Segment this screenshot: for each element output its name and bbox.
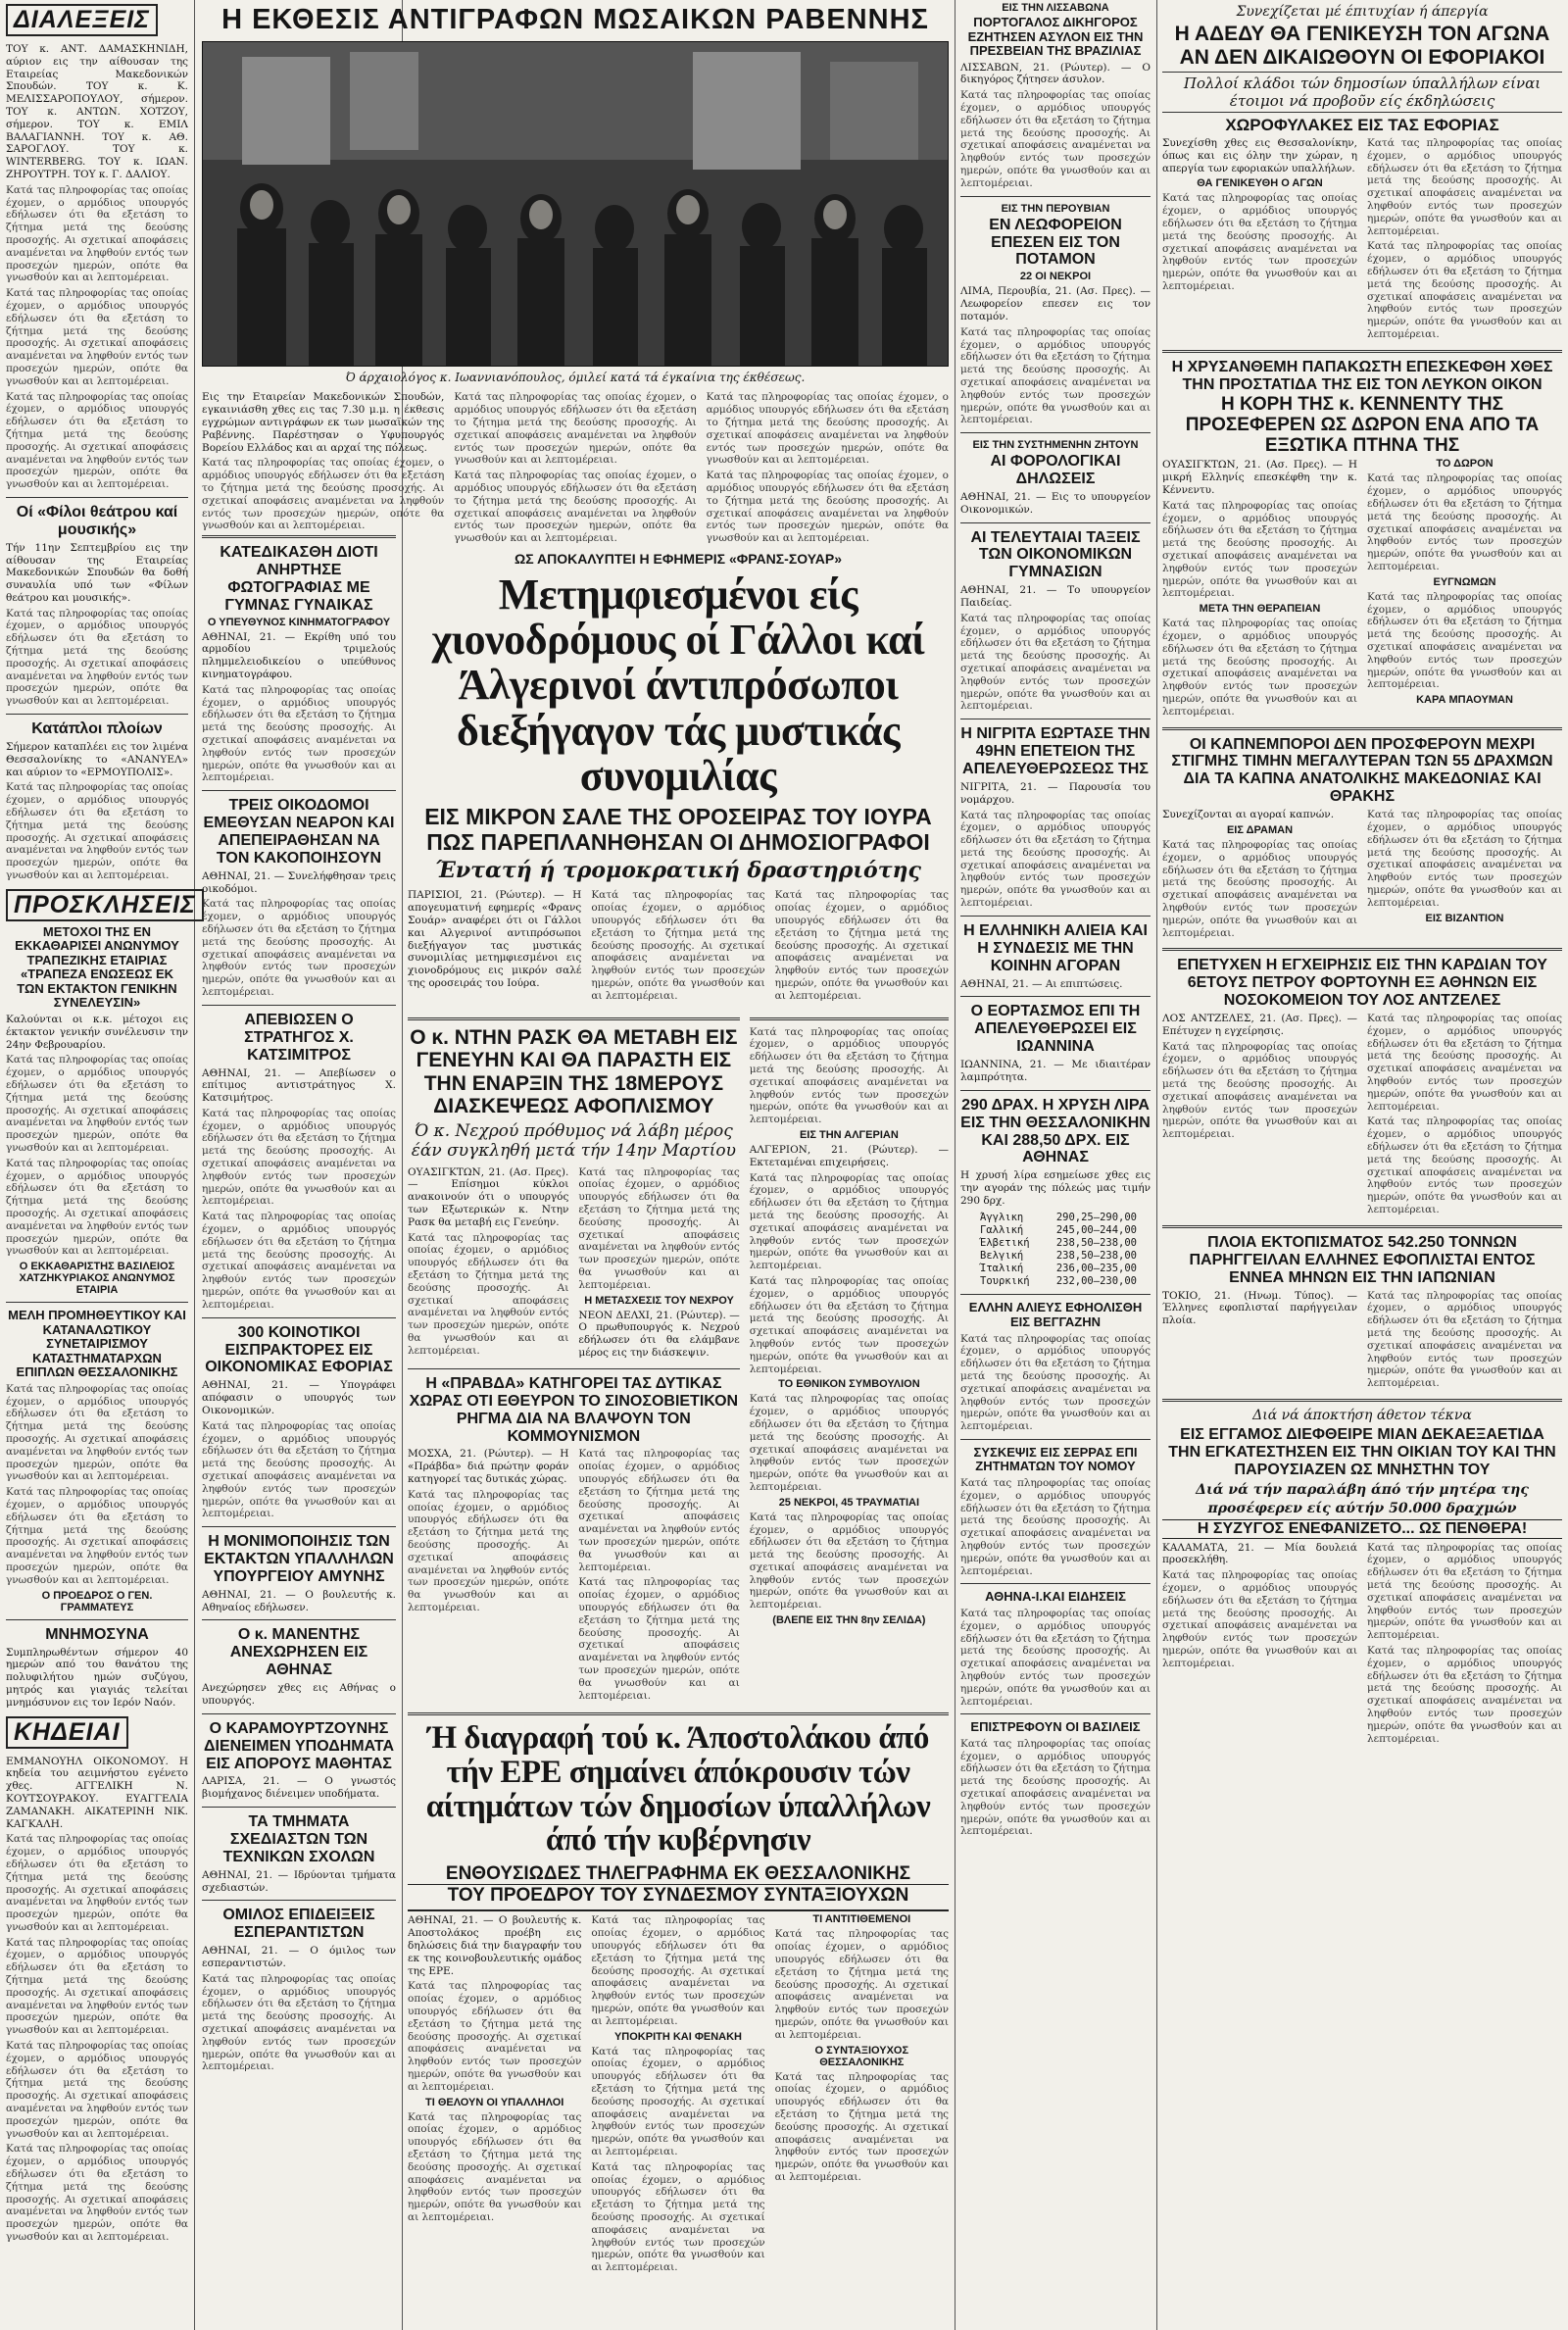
column-right [1162,0,1562,2330]
filler-text: Κατά τας πληροφορίας τας οποίας έχομεν, ο αρμόδιος υπουργός εδήλωσεν ότι θα εξετάση το ζήτημα μετά της δεούσης προσοχής. Αι σχετικαί αποφάσεις αναμένεται να ληφθούν εντός των προσεχών ημερών, οπότε θα γνωσθούν και αι λεπτομέρειαι. [6,287,188,387]
divider [1162,350,1562,353]
filler-text: Κατά τας πληροφορίας τας οποίας έχομεν, ο αρμόδιος υπουργός εδήλωσεν ότι θα εξετάση το ζήτημα μετά της δεούσης προσοχής. Αι σχετικαί αποφάσεις αναμένεται να ληφθούν εντός των προσεχών ημερών, οπότε θα γνωσθούν και αι λεπτομέρειαι. [1367,472,1562,572]
lisbon-kicker: ΕΙΣ ΤΗΝ ΛΙΣΣΑΒΩΝΑ [1002,2,1109,14]
eispraktores-headline: 300 ΚΟΙΝΟΤΙΚΟΙ ΕΙΣΠΡΑΚΤΟΡΕΣ ΕΙΣ ΟΙΚΟΝΟΜΙΚΑΣ ΕΦΟΡΙΑΣ [205,1323,393,1376]
kennedy-headline: Η ΚΟΡΗ ΤΗΣ κ. ΚΕΝΝΕΝΤΥ ΤΗΣ ΠΡΟΣΕΦΕΡΕΝ ΩΣ ΔΩΡΟΝ ΕΝΑ ΑΠΟ ΤΑ ΕΞΩΤΙΚΑ ΠΤΗΝΑ ΤΗΣ [1185,393,1540,457]
rusk-sub: Ό κ. Νεχρού πρόθυμος νά λάβη μέρος έάν συγκληθή μετά τήν 14ην Μαρτίου [411,1120,736,1161]
column-5 [960,0,1151,2330]
filler-text: Κατά τας πληροφορίας τας οποίας έχομεν, ο αρμόδιος υπουργός εδήλωσεν ότι θα εξετάση το ζήτημα μετά της δεούσης προσοχής. Αι σχετικαί αποφάσεις αναμένεται να ληφθούν εντός των προσεχών ημερών, οπότε θα γνωσθούν και αι λεπτομέρειαι. [6,1157,188,1258]
eispraktores-text: ΑΘΗΝΑΙ, 21. — Υπογράφει απόφασιν ο υπουργός των Οικονομικών. [202,1379,396,1416]
apebiosen-text: ΑΘΗΝΑΙ, 21. — Απεβίωσεν ο επίτιμος αντιστράτηγος Χ. Κατσιμήτρος. [202,1066,396,1105]
divider [960,1713,1151,1714]
peru-kicker: ΕΙΣ ΤΗΝ ΠΕΡΟΥΒΙΑΝ [1001,202,1110,215]
divider [6,1302,188,1303]
peru-text: ΛΙΜΑ, Περουβία, 21. (Ασ. Πρες). — Λεωφορείον επεσεν εις τον ποταμόν. [960,285,1151,322]
fortounis-text-columns [1162,1010,1562,1219]
exhibition-text-columns [202,388,949,548]
divider [750,1017,949,1020]
filler-text: Κατά τας πληροφορίας τας οποίας έχομεν, ο αρμόδιος υπουργός εδήλωσεν ότι θα εξετάση το ζήτημα μετά της δεούσης προσοχής. Αι σχετικαί αποφάσεις αναμένεται να ληφθούν εντός των προσεχών ημερών, οπότε θα γνωσθούν και αι λεπτομέρειαι. [1162,1040,1357,1141]
kennedy-text: ΟΥΑΣΙΓΚΤΩΝ, 21. (Ασ. Πρες). — Η μικρή Ελληνίς επεσκέφθη την κ. Κέννεντυ. [1162,459,1357,497]
fortounis-text: ΛΟΣ ΑΝΤΖΕΛΕΣ, 21. (Ασ. Πρες). — Επέτυχεν η εγχείρησις. [1162,1013,1357,1037]
filler-text: Κατά τας πληροφορίας τας οποίας έχομεν, ο αρμόδιος υπουργός εδήλωσεν ότι θα εξετάση το ζήτημα μετά της δεούσης προσοχής. Αι σχετικαί αποφάσεις αναμένεται να ληφθούν εντός των προσεχών ημερών, οπότε θα γνωσθούν και αι λεπτομέρειαι. [1367,809,1562,909]
divider [202,1005,396,1006]
filler-text: Κατά τας πληροφορίας τας οποίας έχομεν, ο αρμόδιος υπουργός εδήλωσεν ότι θα εξετάση το ζήτημα μετά της δεούσης προσοχής. Αι σχετικαί αποφάσεις αναμένεται να ληφθούν εντός των προσεχών ημερών, οπότε θα γνωσθούν και αι λεπτομέρειαι. [1367,137,1562,237]
vasileis-headline: ΕΠΙΣΤΡΕΦΟΥΝ ΟΙ ΒΑΣΙΛΕΙΣ [970,1719,1141,1735]
adedy-sub: Πολλοί κλάδοι τών δημοσίων ύπαλλήλων είναι έτοιμοι νά προβοῦν είς έκδηλώσεις [1162,72,1562,113]
filler-text: Κατά τας πληροφορίας τας οποίας έχομεν, ο αρμόδιος υπουργός εδήλωσεν ότι θα εξετάση το ζήτημα μετά της δεούσης προσοχής. Αι σχετικαί αποφάσεις αναμένεται να ληφθούν εντός των προσεχών ημερών, οπότε θα γνωσθούν και αι λεπτομέρειαι. [202,898,396,998]
filler-text: Κατά τας πληροφορίας τας οποίας έχομεν, ο αρμόδιος υπουργός εδήλωσεν ότι θα εξετάση το ζήτημα μετά της δεούσης προσοχής. Αι σχετικαί αποφάσεις αναμένεται να ληφθούν εντός των προσεχών ημερών, οπότε θα γνωσθούν και αι λεπτομέρειαι. [706,470,949,545]
divider [960,1090,1151,1091]
filler-text: Κατά τας πληροφορίας τας οποίας έχομεν, ο αρμόδιος υπουργός εδήλωσεν ότι θα εξετάση το ζήτημα μετά της δεούσης προσοχής. Αι σχετικαί αποφάσεις αναμένεται να ληφθούν εντός των προσεχών ημερών, οπότε θα γνωσθούν και αι λεπτομέρειαι. [202,1972,396,2073]
tunis-sub: 25 ΝΕΚΡΟΙ, 45 ΤΡΑΥΜΑΤΙΑΙ [778,1496,920,1509]
rate-row: Γαλλική 245,00—244,00 [980,1223,1137,1236]
agon-kicker: ΘΑ ΓΕΝΙΚΕΥΘΗ Ο ΑΓΩΝ [1197,177,1323,190]
lisbon-text: ΛΙΣΣΑΒΩΝ, 21. (Ρώυτερ). — Ο δικηγόρος ζήτησεν άσυλον. [960,61,1151,86]
signature: ΚΑΡΑ ΜΠΑΟΥΜΑΝ [1416,694,1513,707]
filler-text: Κατά τας πληροφορίας τας οποίας έχομεν, ο αρμόδιος υπουργός εδήλωσεν ότι θα εξετάση το ζήτημα μετά της δεούσης προσοχής. Αι σχετικαί αποφάσεις αναμένεται να ληφθούν εντός των προσεχών ημερών, οπότε θα γνωσθούν και αι λεπτομέρειαι. [774,2070,949,2184]
kapnemporoi-text-columns [1162,806,1562,942]
apostolakos-text-columns [408,1911,949,2277]
filler-text: Κατά τας πληροφορίας τας οποίας έχομεν, ο αρμόδιος υπουργός εδήλωσεν ότι θα εξετάση το ζήτημα μετά της δεούσης προσοχής. Αι σχετικαί αποφάσεις αναμένεται να ληφθούν εντός των προσεχών ημερών, οπότε θα γνωσθούν και αι λεπτομέρειαι. [1367,590,1562,691]
lisbon-headline: ΠΟΡΤΟΓΑΛΟΣ ΔΙΚΗΓΟΡΟΣ ΕΖΗΤΗΣΕΝ ΑΣΥΛΟΝ ΕΙΣ ΤΗΝ ΠΡΕΣΒΕΙΑΝ ΤΗΣ ΒΡΑΖΙΛΙΑΣ [967,15,1144,59]
filler-text: Κατά τας πληροφορίας τας οποίας έχομεν, ο αρμόδιος υπουργός εδήλωσεν ότι θα εξετάση το ζήτημα μετά της δεούσης προσοχής. Αι σχετικαί αποφάσεις αναμένεται να ληφθούν εντός των προσεχών ημερών, οπότε θα γνωσθούν και αι λεπτομέρειαι. [1162,838,1357,939]
divider [202,1900,396,1901]
filler-text: Κατά τας πληροφορίας τας οποίας έχομεν, ο αρμόδιος υπουργός εδήλωσεν ότι θα εξετάση το ζήτημα μετά της δεούσης προσοχής. Αι σχετικαί αποφάσεις αναμένεται να ληφθούν εντός των προσεχών ημερών, οπότε θα γνωσθούν και αι λεπτομέρειαι. [1367,1541,1562,1642]
divider [6,497,188,498]
ploia-text-columns [1162,1287,1562,1393]
divider [202,790,396,791]
proskliseis-signature: Ο ΕΚΚΑΘΑΡΙΣΤΗΣ ΒΑΣΙΛΕΙΟΣ ΧΑΤΖΗΚΥΡΙΑΚΟΣ ΑΝΩΝΥΜΟΣ ΕΤΑΙΡΙΑ [19,1261,175,1297]
france-soir-sub3: Έντατή ή τρομοκρατική δραστηριότης [435,858,921,884]
filler-text: Κατά τας πληροφορίας τας οποίας έχομεν, ο αρμόδιος υπουργός εδήλωσεν ότι θα εξετάση το ζήτημα μετά της δεούσης προσοχής. Αι σχετικαί αποφάσεις αναμένεται να ληφθούν εντός των προσεχών ημερών, οπότε θα γνωσθούν και αι λεπτομέρειαι. [6,1936,188,2037]
filler-text: Κατά τας πληροφορίας τας οποίας έχομεν, ο αρμόδιος υπουργός εδήλωσεν ότι θα εξετάση το ζήτημα μετά της δεούσης προσοχής. Αι σχετικαί αποφάσεις αναμένεται να ληφθούν εντός των προσεχών ημερών, οπότε θα γνωσθούν και αι λεπτομέρειαι. [1162,499,1357,600]
lira-text: Η χρυσή λίρα εσημείωσε χθες εις την αγοράν της πόλεώς μας τιμήν 290 δρχ. [960,1169,1151,1207]
kapnemporoi-headline: ΟΙ ΚΑΠΝΕΜΠΟΡΟΙ ΔΕΝ ΠΡΟΣΦΕΡΟΥΝ ΜΕΧΡΙ ΣΤΙΓΜΗΣ ΤΙΜΗΝ ΜΕΓΑΛΥΤΕΡΑΝ ΤΩΝ 55 ΔΡΑΧΜΩΝ ΔΙΑ ΤΑ ΚΑΠΝΑ ΑΝΑΤΟΛΙΚΗΣ ΜΑΚΕΔΟΝΙΑΣ ΚΑΙ ΘΡΑΚΗΣ [1171,735,1553,806]
katapli-headline: Κατάπλοι πλοίων [31,720,163,738]
filler-text: Κατά τας πληροφορίας τας οποίας έχομεν, ο αρμόδιος υπουργός εδήλωσεν ότι θα εξετάση το ζήτημα μετά της δεούσης προσοχής. Αι σχετικαί αποφάσεις αναμένεται να ληφθούν εντός των προσεχών ημερών, οπότε θα γνωσθούν και αι λεπτομέρειαι. [774,889,949,1002]
adedy-headline: Η ΑΔΕΔΥ ΘΑ ΓΕΝΙΚΕΥΣΗ ΤΟΝ ΑΓΩΝΑ ΑΝ ΔΕΝ ΔΙΚΑΙΩΘΟΥΝ ΟΙ ΕΦΟΡΙΑΚΟΙ [1174,23,1550,69]
divider [6,714,188,715]
apostolakos-sub2: ΤΟΥ ΠΡΟΕΔΡΟΥ ΤΟΥ ΣΥΝΔΕΣΜΟΥ ΣΥΝΤΑΞΙΟΥΧΩΝ [408,1885,949,1911]
filler-text: Κατά τας πληροφορίας τας οποίας έχομεν, ο αρμόδιος υπουργός εδήλωσεν ότι θα εξετάση το ζήτημα μετά της δεούσης προσοχής. Αι σχετικαί αποφάσεις αναμένεται να ληφθούν εντός των προσεχών ημερών, οπότε θα γνωσθούν και αι λεπτομέρειαι. [706,391,949,467]
filler-text: Κατά τας πληροφορίας τας οποίας έχομεν, ο αρμόδιος υπουργός εδήλωσεν ότι θα εξετάση το ζήτημα μετά της δεούσης προσοχής. Αι σχετικαί αποφάσεις αναμένεται να ληφθούν εντός των προσεχών ημερών, οπότε θα γνωσθούν και αι λεπτομέρειαι. [960,1477,1151,1577]
katapli-text: Σήμερον καταπλέει εις τον λιμένα Θεσσαλονίκης το «ΑΝΑΝΥΕΛ» και αύριον το «ΕΡΜΟΥΠΟΛΙΣ». [6,740,188,778]
filler-text: Κατά τας πληροφορίας τας οποίας έχομεν, ο αρμόδιος υπουργός εδήλωσεν ότι θα εξετάση το ζήτημα μετά της δεούσης προσοχής. Αι σχετικαί αποφάσεις αναμένεται να ληφθούν εντός των προσεχών ημερών, οπότε θα γνωσθούν και αι λεπτομέρειαι. [960,1737,1151,1838]
doro-kicker: ΤΟ ΔΩΡΟΝ [1436,458,1494,471]
rate-row: Άγγλικη 290,25—290,00 [980,1211,1137,1223]
filoi-text: Τήν 11ην Σεπτεμβρίου εις την αίθουσαν της Εταιρείας Μακεδονικών Σπουδών θα δοθή συναυλία υπό των «Φίλων θεάτρου και μουσικής». [6,541,188,604]
chrysanthemi-headline: Η ΧΡΥΣΑΝΘΕΜΗ ΠΑΠΑΚΩΣΤΗ ΕΠΕΣΚΕΦΘΗ ΧΘΕΣ ΤΗΝ ΠΡΟΣΤΑΤΙΔΑ ΤΗΣ ΕΙΣ ΤΟΝ ΛΕΥΚΟΝ ΟΙΚΟΝ [1171,358,1553,393]
divider [1162,1399,1562,1402]
lira-headline: 290 ΔΡΑΧ. Η ΧΡΥΣΗ ΛΙΡΑ ΕΙΣ ΤΗΝ ΘΕΣΣΑΛΟΝΙΚΗΝ ΚΑΙ 288,50 ΔΡΧ. ΕΙΣ ΑΘΗΝΑΣ [960,1096,1151,1166]
manentis-headline: Ο κ. ΜΑΝΕΝΤΗΣ ΑΝΕΧΩΡΗΣΕΝ ΕΙΣ ΑΘΗΝΑΣ [229,1626,368,1679]
tunis-kicker: ΤΟ ΕΘΝΙΚΟΝ ΣΥΜΒΟΥΛΙΟΝ [778,1378,920,1391]
filler-text: Κατά τας πληροφορίας τας οποίας έχομεν, ο αρμόδιος υπουργός εδήλωσεν ότι θα εξετάση το ζήτημα μετά της δεούσης προσοχής. Αι σχετικαί αποφάσεις αναμένεται να ληφθούν εντός των προσεχών ημερών, οπότε θα γνωσθούν και αι λεπτομέρειαι. [1162,192,1357,293]
filler-text: Κατά τας πληροφορίας τας οποίας έχομεν, ο αρμόδιος υπουργός εδήλωσεν ότι θα εξετάση το ζήτημα μετά της δεούσης προσοχής. Αι σχετικαί αποφάσεις αναμένεται να ληφθούν εντός των προσεχών ημερών, οπότε θα γνωσθούν και αι λεπτομέρειαι. [749,1393,949,1493]
filler-text: Κατά τας πληροφορίας τας οποίας έχομεν, ο αρμόδιος υπουργός εδήλωσεν ότι θα εξετάση το ζήτημα μετά της δεούσης προσοχής. Αι σχετικαί αποφάσεις αναμένεται να ληφθούν εντός των προσεχών ημερών, οπότε θα γνωσθούν και αι λεπτομέρειαι. [591,1914,765,2027]
algeria-text: ΑΛΓΕΡΙΟΝ, 21. (Ρώυτερ). — Εκτεταμέναι επιχειρήσεις. [749,1143,949,1168]
exhibition-text: Εις την Εταιρείαν Μακεδονικών Σπουδών, εγκαινιάσθη χθες εις τας 7.30 μ.μ. η έκθεσις εγχρώμων αντιγράφων εκ των μωσαϊκών της Ραβέννης. Παρέστησαν ο Υφυπουργός Βορείου Ελλάδος και αι αρχαί της πόλεως. [202,391,445,454]
eortasmos-text: ΙΩΑΝΝΙΝΑ, 21. — Με ιδιαιτέραν λαμπρότητα. [960,1059,1151,1083]
kennedy-text-columns [1162,456,1562,720]
teleftaiai-headline: ΑΙ ΤΕΛΕΥΤΑΙΑΙ ΤΑΞΕΙΣ ΤΩΝ ΟΙΚΟΝΟΜΙΚΩΝ ΓΥΜΝΑΣΙΩΝ [970,528,1141,581]
nigrita-text: ΝΙΓΡΙΤΑ, 21. — Παρουσία του νομάρχου. [960,780,1151,806]
gamos-text: ΚΑΛΑΜΑΤΑ, 21. — Μία δουλειά προσεκλήθη. [1162,1541,1357,1566]
rusk-text-columns [408,1164,740,1363]
kapnemporoi-text: Συνεχίζονται αι αγοραί καπνών. [1162,809,1335,821]
filler-text: Κατά τας πληροφορίας τας οποίας έχομεν, ο αρμόδιος υπουργός εδήλωσεν ότι θα εξετάση το ζήτημα μετά της δεούσης προσοχής. Αι σχετικαί αποφάσεις αναμένεται να ληφθούν εντός των προσεχών ημερών, οπότε θα γνωσθούν και αι λεπτομέρειαι. [202,1107,396,1208]
column-left [6,0,196,2330]
filler-text: Κατά τας πληροφορίας τας οποίας έχομεν, ο αρμόδιος υπουργός εδήλωσεν ότι θα εξετάση το ζήτημα μετά της δεούσης προσοχής. Αι σχετικαί αποφάσεις αναμένεται να ληφθούν εντός των προσεχών ημερών, οπότε θα γνωσθούν και αι λεπτομέρειαι. [960,89,1151,189]
rusk-text: ΟΥΑΣΙΓΚΤΩΝ, 21. (Ασ. Πρες). — Επίσημοι κύκλοι ανακοινούν ότι ο υπουργός των Εξωτερικών κ. Ντην Ρασκ θα μεταβή εις Γενεύην. [408,1165,569,1228]
filler-text: Κατά τας πληροφορίας τας οποίας έχομεν, ο αρμόδιος υπουργός εδήλωσεν ότι θα εξετάση το ζήτημα μετά της δεούσης προσοχής. Αι σχετικαί αποφάσεις αναμένεται να ληφθούν εντός των προσεχών ημερών, οπότε θα γνωσθούν και αι λεπτομέρειαι. [202,683,396,784]
france-soir-headline: Μετημφιεσμένοι είς χιονοδρόμους οί Γάλλοι καί Άλγερινοί άντιπρόσωποι διεξήγαγον τάς μυστικάς συνομιλίας [431,570,925,800]
esperanto-text: ΑΘΗΝΑΙ, 21. — Ο όμιλος των εσπεραντιστών. [202,1945,396,1969]
filler-text: Κατά τας πληροφορίας τας οποίας έχομεν, ο αρμόδιος υπουργός εδήλωσεν ότι θα εξετάση το ζήτημα μετά της δεούσης προσοχής. Αι σχετικαί αποφάσεις αναμένεται να ληφθούν εντός των προσεχών ημερών, οπότε θα γνωσθούν και αι λεπτομέρειαι. [6,1486,188,1586]
filler-text: Κατά τας πληροφορίας τας οποίας έχομεν, ο αρμόδιος υπουργός εδήλωσεν ότι θα εξετάση το ζήτημα μετά της δεούσης προσοχής. Αι σχετικαί αποφάσεις αναμένεται να ληφθούν εντός των προσεχών ημερών, οπότε θα γνωσθούν και αι λεπτομέρειαι. [591,889,765,1002]
apebiosen-headline: ΑΠΕΒΙΩΣΕΝ Ο ΣΤΡΑΤΗΓΟΣ Χ. ΚΑΤΣΙΜΙΤΡΟΣ [244,1011,354,1064]
pravda-text-columns [408,1445,740,1705]
column-rule [194,0,195,2330]
filler-text: Κατά τας πληροφορίας τας οποίας έχομεν, ο αρμόδιος υπουργός εδήλωσεν ότι θα εξετάση το ζήτημα μετά της δεούσης προσοχής. Αι σχετικαί αποφάσεις αναμένεται να ληφθούν εντός των προσεχών ημερών, οπότε θα γνωσθούν και αι λεπτομέρειαι. [591,2045,765,2158]
column-2 [202,529,396,2330]
rusk-headline: Ο κ. ΝΤΗΝ ΡΑΣΚ ΘΑ ΜΕΤΑΒΗ ΕΙΣ ΓΕΝΕΥΗΝ ΚΑΙ ΘΑ ΠΑΡΑΣΤΗ ΕΙΣ ΤΗΝ ΕΝΑΡΞΙΝ ΤΗΣ 18ΜΕΡΟΥΣ ΔΙΑΣΚΕΨΕΩΣ ΑΦΟΠΛΙΣΜΟΥ [410,1025,738,1118]
eortasmos-headline: Ο ΕΟΡΤΑΣΜΟΣ ΕΠΙ ΤΗ ΑΠΕΛΕΥΘΕΡΩΣΕΙ ΕΙΣ ΙΩΑΝΝΙΝΑ [970,1003,1141,1056]
filler-text: Κατά τας πληροφορίας τας οποίας έχομεν, ο αρμόδιος υπουργός εδήλωσεν ότι θα εξετάση το ζήτημα μετά της δεούσης προσοχής. Αι σχετικαί αποφάσεις αναμένεται να ληφθούν εντός των προσεχών ημερών, οπότε θα γνωσθούν και αι λεπτομέρειαι. [1367,240,1562,341]
filler-text: Κατά τας πληροφορίας τας οποίας έχομεν, ο αρμόδιος υπουργός εδήλωσεν ότι θα εξετάση το ζήτημα μετά της δεούσης προσοχής. Αι σχετικαί αποφάσεις αναμένεται να ληφθούν εντός των προσεχών ημερών, οπότε θα γνωσθούν και αι λεπτομέρειαι. [578,1576,740,1702]
filler-text: Κατά τας πληροφορίας τας οποίας έχομεν, ο αρμόδιος υπουργός εδήλωσεν ότι θα εξετάση το ζήτημα μετά της δεούσης προσοχής. Αι σχετικαί αποφάσεις αναμένεται να ληφθούν εντός των προσεχών ημερών, οπότε θα γνωσθούν και αι λεπτομέρειαι. [454,470,697,545]
france-soir-text: ΠΑΡΙΣΙΟΙ, 21. (Ρώυτερ). — Η απογευματινή εφημερίς «Φρανς Σουάρ» αναφέρει ότι οι Γάλλοι και Αλγερινοί αντιπρόσωποι διεξήγαγον τας μυστικάς συνομιλίας μετημφιεσμένοι εις χιονοδρόμους εις μικρόν σαλέ της οροσειράς του Ιούρα. [408,889,582,990]
karamourtzounis-text: ΛΑΡΙΣΑ, 21. — Ο γνωστός βιομήχανος διένειμεν υποδήματα. [202,1775,396,1801]
proskliseis2-heading: ΜΕΛΗ ΠΡΟΜΗΘΕΥΤΙΚΟΥ ΚΑΙ ΚΑΤΑΝΑΛΩΤΙΚΟΥ ΣΥΝΕΤΑΙΡΙΣΜΟΥ ΚΑΤΑΣΤΗΜΑΤΑΡΧΩΝ ΕΠΙΠΛΩΝ ΘΕΣΣΑΛΟΝΙΚΗΣ [8,1308,186,1380]
filler-text: Κατά τας πληροφορίας τας οποίας έχομεν, ο αρμόδιος υπουργός εδήλωσεν ότι θα εξετάση το ζήτημα μετά της δεούσης προσοχής. Αι σχετικαί αποφάσεις αναμένεται να ληφθούν εντός των προσεχών ημερών, οπότε θα γνωσθούν και αι λεπτομέρειαι. [1367,1115,1562,1216]
dialexeis-text: ΤΟΥ κ. ΑΝΤ. ΔΑΜΑΣΚΗΝΙΔΗ, αύριον εις την αίθουσαν της Εταιρείας Μακεδονικών Σπουδών. ΤΟΥ κ. Κ. ΜΕΛΙΣΣΑΡΟΠΟΥΛΟΥ, σήμερον. ΤΟΥ κ. ΑΝΤΩΝ. ΧΟΤΖΟΥ, σήμερον. ΤΟΥ κ. ΕΜΙΛ ΒΑΛΑΓΙΑΝΝΗ. ΤΟΥ κ. ΑΘ. ΣΑΡΟΓΛΟΥ. ΤΟΥ κ. WINTERBERG. ΤΟΥ κ. ΙΩΑΝ. ΖΗΡΟΥΤΡΗ. ΤΟΥ κ. Γ. ΔΑΛΙΟΥ. [6,43,188,180]
filler-text: Κατά τας πληροφορίας τας οποίας έχομεν, ο αρμόδιος υπουργός εδήλωσεν ότι θα εξετάση το ζήτημα μετά της δεούσης προσοχής. Αι σχετικαί αποφάσεις αναμένεται να ληφθούν εντός των προσεχών ημερών, οπότε θα γνωσθούν και αι λεπτομέρειαι. [454,391,697,467]
filler-text: Κατά τας πληροφορίας τας οποίας έχομεν, ο αρμόδιος υπουργός εδήλωσεν ότι θα εξετάση το ζήτημα μετά της δεούσης προσοχής. Αι σχετικαί αποφάσεις αναμένεται να ληφθούν εντός των προσεχών ημερών, οπότε θα γνωσθούν και αι λεπτομέρειαι. [6,1833,188,1933]
filler-text: Κατά τας πληροφορίας τας οποίας έχομεν, ο αρμόδιος υπουργός εδήλωσεν ότι θα εξετάση το ζήτημα μετά της δεούσης προσοχής. Αι σχετικαί αποφάσεις αναμένεται να ληφθούν εντός των προσεχών ημερών, οπότε θα γνωσθούν και αι λεπτομέρειαι. [6,607,188,708]
drama-kicker: ΕΙΣ ΔΡΑΜΑΝ [1226,823,1294,836]
divider [960,432,1151,433]
france-soir-sub2: ΠΩΣ ΠΑΡΕΠΛΑΝΗΘΗΣΑΝ ΟΙ ΔΗΜΟΣΙΟΓΡΑΦΟΙ [426,828,930,855]
filler-text: Κατά τας πληροφορίας τας οποίας έχομεν, ο αρμόδιος υπουργός εδήλωσεν ότι θα εξετάση το ζήτημα μετά της δεούσης προσοχής. Αι σχετικαί αποφάσεις αναμένεται να ληφθούν εντός των προσεχών ημερών, οπότε θα γνωσθούν και αι λεπτομέρειαι. [749,1274,949,1375]
mnimosyna-text: Συμπληρωθέντων σήμερον 40 ημερών από του θανάτου της πολυφιλήτου ημών συζύγου, μητρός και γιαγιάς τελείται μνημόσυνον εις τον Ιερόν Ναόν. [6,1646,188,1709]
filler-text: Κατά τας πληροφορίας τας οποίας έχομεν, ο αρμόδιος υπουργός εδήλωσεν ότι θα εξετάση το ζήτημα μετά της δεούσης προσοχής. Αι σχετικαί αποφάσεις αναμένεται να ληφθούν εντός των προσεχών ημερών, οπότε θα γνωσθούν και αι λεπτομέρειαι. [408,1980,582,2093]
gamos-kicker: Η ΣΥΖΥΓΟΣ ΕΝΕΦΑΝΙΖΕΤΟ... ΩΣ ΠΕΝΘΕΡΑ! [1162,1519,1562,1539]
nehru-text: ΝΕΟΝ ΔΕΛΧΙ, 21. (Ρώυτερ). — Ο πρωθυπουργός κ. Νεχρού εδήλωσεν ότι θα ελάμβανε μέρος εις την διάσκεψιν. [578,1309,740,1360]
filler-text: Κατά τας πληροφορίας τας οποίας έχομεν, ο αρμόδιος υπουργός εδήλωσεν ότι θα εξετάση το ζήτημα μετά της δεούσης προσοχής. Αι σχετικαί αποφάσεις αναμένεται να ληφθούν εντός των προσεχών ημερών, οπότε θα γνωσθούν και αι λεπτομέρειαι. [1162,1569,1357,1669]
exhibition-headline: Η ΕΚΘΕΣΙΣ ΑΝΤΙΓΡΑΦΩΝ ΜΩΣΑΙΚΩΝ ΡΑΒΕΝΝΗΣ [221,4,929,35]
apostolakos-kicker2: ΥΠΟΚΡΙΤΗ ΚΑΙ ΦΕΝΑΚΗ [613,2030,743,2043]
katadikasthi-headline: ΚΑΤΕΔΙΚΑΣΘΗ ΔΙΟΤΙ ΑΝΗΡΤΗΣΕ ΦΩΤΟΓΡΑΦΙΑΣ ΜΕ ΓΥΜΝΑΣ ΓΥΝΑΙΚΑΣ [220,544,378,614]
vizantio-kicker: ΕΙΣ ΒΙΖΑΝΤΙΟΝ [1425,912,1504,924]
rate-row: Τουρκική 232,00—230,00 [980,1275,1137,1288]
divider [408,1017,740,1020]
divider [960,996,1151,997]
nigrita-headline: Η ΝΙΓΡΙΤΑ ΕΩΡΤΑΣΕ ΤΗΝ 49ΗΝ ΕΠΕΤΕΙΟΝ ΤΗΣ ΑΠΕΛΕΥΘΕΡΩΣΕΩΣ ΤΗΣ [960,725,1151,777]
katadikasthi-kicker: Ο ΥΠΕΥΘΥΝΟΣ ΚΙΝΗΜΑΤΟΓΡΑΦΟΥ [207,616,391,628]
karamourtzounis-headline: Ο ΚΑΡΑΜΟΥΡΤΖΟΥΝΗΣ ΔΙΕΝΕΙΜΕΝ ΥΠΟΔΗΜΑΤΑ ΕΙΣ ΑΠΟΡΟΥΣ ΜΑΘΗΤΑΣ [204,1719,394,1772]
tmimata-headline: ΤΑ ΤΜΗΜΑΤΑ ΣΧΕΔΙΑΣΤΩΝ ΤΩΝ ΤΕΧΝΙΚΩΝ ΣΧΟΛΩΝ [222,1813,375,1865]
divider [960,196,1151,197]
filler-text: Κατά τας πληροφορίας τας οποίας έχομεν, ο αρμόδιος υπουργός εδήλωσεν ότι θα εξετάση το ζήτημα μετά της δεούσης προσοχής. Αι σχετικαί αποφάσεις αναμένεται να ληφθούν εντός των προσεχών ημερών, οπότε θα γνωσθούν και αι λεπτομέρειαι. [6,1382,188,1483]
filler-text: Κατά τας πληροφορίας τας οποίας έχομεν, ο αρμόδιος υπουργός εδήλωσεν ότι θα εξετάση το ζήτημα μετά της δεούσης προσοχής. Αι σχετικαί αποφάσεις αναμένεται να ληφθούν εντός των προσεχών ημερών, οπότε θα γνωσθούν και αι λεπτομέρειαι. [6,2040,188,2140]
apostolakos-kicker4: ΤΙ ΑΝΤΙΤΙΘΕΜΕΝΟΙ [812,1913,911,1926]
filler-text: Κατά τας πληροφορίας τας οποίας έχομεν, ο αρμόδιος υπουργός εδήλωσεν ότι θα εξετάση το ζήτημα μετά της δεούσης προσοχής. Αι σχετικαί αποφάσεις αναμένεται να ληφθούν εντός των προσεχών ημερών, οπότε θα γνωσθούν και αι λεπτομέρειαι. [6,1054,188,1154]
divider [202,1713,396,1714]
ploia-text: ΤΟΚΙΟ, 21. (Ηνωμ. Τύπος). — Έλληνες εφοπλισταί παρήγγειλαν πλοία. [1162,1289,1357,1327]
section-kideiai: ΚΗΔΕΙΑΙ [6,1716,128,1749]
proskliseis2-signature: Ο ΠΡΟΕΔΡΟΣ Ο ΓΕΝ. ΓΡΑΜΜΑΤΕΥΣ [41,1589,153,1613]
divider [1162,1225,1562,1228]
peru-headline: ΕΝ ΛΕΩΦΟΡΕΙΟΝ ΕΠΕΣΕΝ ΕΙΣ ΤΟΝ ΠΟΤΑΜΟΝ [989,216,1122,269]
center-columns [408,549,949,2330]
divider [408,1712,949,1715]
filler-text: Κατά τας πληροφορίας τας οποίας έχομεν, ο αρμόδιος υπουργός εδήλωσεν ότι θα εξετάση το ζήτημα μετά της δεούσης προσοχής. Αι σχετικαί αποφάσεις αναμένεται να ληφθούν εντός των προσεχών ημερών, οπότε θα γνωσθούν και αι λεπτομέρειαι. [6,2143,188,2244]
filler-text: Κατά τας πληροφορίας τας οποίας έχομεν, ο αρμόδιος υπουργός εδήλωσεν ότι θα εξετάση το ζήτημα μετά της δεούσης προσοχής. Αι σχετικαί αποφάσεις αναμένεται να ληφθούν εντός των προσεχών ημερών, οπότε θα γνωσθούν και αι λεπτομέρειαι. [578,1165,740,1291]
section-dialexeis: ΔΙΑΛΕΞΕΙΣ [6,4,158,36]
apostolakos-kicker5: Ο ΣΥΝΤΑΞΙΟΥΧΟΣ ΘΕΣΣΑΛΟΝΙΚΗΣ [814,2044,909,2068]
filler-text: Κατά τας πληροφορίας τας οποίας έχομεν, ο αρμόδιος υπουργός εδήλωσεν ότι θα εξετάση το ζήτημα μετά της δεούσης προσοχής. Αι σχετικαί αποφάσεις αναμένεται να ληφθούν εντός των προσεχών ημερών, οπότε θα γνωσθούν και αι λεπτομέρειαι. [1367,1644,1562,1745]
filler-text: Κατά τας πληροφορίας τας οποίας έχομεν, ο αρμόδιος υπουργός εδήλωσεν ότι θα εξετάση το ζήτημα μετά της δεούσης προσοχής. Αι σχετικαί αποφάσεις αναμένεται να ληφθούν εντός των προσεχών ημερών, οπότε θα γνωσθούν και αι λεπτομέρειαι. [6,781,188,881]
ploia-headline: ΠΛΟΙΑ ΕΚΤΟΠΙΣΜΑΤΟΣ 542.250 ΤΟΝΝΩΝ ΠΑΡΗΓΓΕΙΛΑΝ ΕΛΛΗΝΕΣ ΕΦΟΠΛΙΣΤΑΙ ΕΝΤΟΣ ΕΝΝΕΑ ΜΗΝΩΝ ΕΙΣ ΤΗΝ ΙΑΠΩΝΙΑΝ [1189,1233,1536,1286]
oikodomoi-text: ΑΘΗΝΑΙ, 21. — Συνελήφθησαν τρεις οικοδόμοι. [202,869,396,895]
aleia-text: ΑΘΗΝΑΙ, 21. — Αι επιπτώσεις. [960,977,1123,990]
fortounis-headline: ΕΠΕΤΥΧΕΝ Η ΕΓΧΕΙΡΗΣΙΣ ΕΙΣ ΤΗΝ ΚΑΡΔΙΑΝ ΤΟΥ 6ΕΤΟΥΣ ΠΕΤΡΟΥ ΦΟΡΤΟΥΝΗ ΕΞ ΑΘΗΝΩΝ ΕΙΣ ΝΟΣΟΚΟΜΕΙΟΝ ΤΟΥ ΛΟΣ ΑΝΤΖΕΛΕΣ [1177,957,1547,1010]
proskliseis-heading: ΜΕΤΟΧΟΙ ΤΗΣ ΕΝ ΕΚΚΑΘΑΡΙΣΕΙ ΑΝΩΝΥΜΟΥ ΤΡΑΠΕΖΙΚΗΣ ΕΤΑΙΡΙΑΣ «ΤΡΑΠΕΖΑ ΕΝΩΣΕΩΣ ΕΚ ΤΩΝ ΕΚΤΑΚΤΟΝ ΓΕΝΙΚΗΝ ΣΥΝΕΛΕΥΣΙΝ» [15,923,179,1011]
divider [1162,948,1562,951]
teknon-kicker: Διά νά άποκτήση άθετον τέκνα [1252,1407,1472,1423]
filler-text: Κατά τας πληροφορίας τας οποίας έχομεν, ο αρμόδιος υπουργός εδήλωσεν ότι θα εξετάση το ζήτημα μετά της δεούσης προσοχής. Αι σχετικαί αποφάσεις αναμένεται να ληφθούν εντός των προσεχών ημερών, οπότε θα γνωσθούν και αι λεπτομέρειαι. [960,809,1151,910]
algeria-kicker: ΕΙΣ ΤΗΝ ΑΛΓΕΡΙΑΝ [799,1128,899,1141]
adedy-kicker: Συνεχίζεται μέ έπιτυχίαν ή άπεργία [1236,4,1489,20]
continue-note: (ΒΛΕΠΕ ΕΙΣ ΤΗΝ 8ην ΣΕΛΙΔΑ) [772,1614,926,1627]
filler-text: Κατά τας πληροφορίας τας οποίας έχομεν, ο αρμόδιος υπουργός εδήλωσεν ότι θα εξετάση το ζήτημα μετά της δεούσης προσοχής. Αι σχετικαί αποφάσεις αναμένεται να ληφθούν εντός των προσεχών ημερών, οπότε θα γνωσθούν και αι λεπτομέρειαι. [960,325,1151,426]
filler-text: Κατά τας πληροφορίας τας οποίας έχομεν, ο αρμόδιος υπουργός εδήλωσεν ότι θα εξετάση το ζήτημα μετά της δεούσης προσοχής. Αι σχετικαί αποφάσεις αναμένεται να ληφθούν εντός των προσεχών ημερών, οπότε θα γνωσθούν και αι λεπτομέρειαι. [202,1211,396,1311]
serres-headline: ΣΥΣΚΕΨΙΣ ΕΙΣ ΣΕΡΡΑΣ ΕΠΙ ΖΗΤΗΜΑΤΩΝ ΤΟΥ ΝΟΜΟΥ [973,1444,1138,1474]
apostolakos-headline: Ή διαγραφή τού κ. Άποστολάκου άπό τήν ΕΡΕ σημαίνει άπόκρουσιν τών αίτημάτων τών δημοσίων ύπαλλήλων άπό τήν κυβέρνησιν [425,1720,931,1859]
aleis-headline: ΕΛΛΗΝ ΑΛΙΕΥΣ ΕΦΗΟΛΙΣΘΗ ΕΙΣ ΒΕΓΓΑΖΗΝ [968,1300,1143,1330]
filler-text: Κατά τας πληροφορίας τας οποίας έχομεν, ο αρμόδιος υπουργός εδήλωσεν ότι θα εξετάση το ζήτημα μετά της δεούσης προσοχής. Αι σχετικαί αποφάσεις αναμένεται να ληφθούν εντός των προσεχών ημερών, οπότε θα γνωσθούν και αι λεπτομέρειαι. [749,1171,949,1272]
filler-text: Κατά τας πληροφορίας τας οποίας έχομεν, ο αρμόδιος υπουργός εδήλωσεν ότι θα εξετάση το ζήτημα μετά της δεούσης προσοχής. Αι σχετικαί αποφάσεις αναμένεται να ληφθούν εντός των προσεχών ημερών, οπότε θα γνωσθούν και αι λεπτομέρειαι. [1367,1013,1562,1113]
fylakes-headline: ΧΩΡΟΦΥΛΑΚΕΣ ΕΙΣ ΤΑΣ ΕΦΟΡΙΑΣ [1225,116,1499,135]
filler-text: Κατά τας πληροφορίας τας οποίας έχομεν, ο αρμόδιος υπουργός εδήλωσεν ότι θα εξετάση το ζήτημα μετά της δεούσης προσοχής. Αι σχετικαί αποφάσεις αναμένεται να ληφθούν εντός των προσεχών ημερών, οπότε θα γνωσθούν και αι λεπτομέρειαι. [1367,1289,1562,1390]
divider [202,1526,396,1527]
teleftaiai-text: ΑΘΗΝΑΙ, 21. — Το υπουργείον Παιδείας. [960,584,1151,610]
center-split [408,1012,949,1706]
filler-text: Κατά τας πληροφορίας τας οποίας έχομεν, ο αρμόδιος υπουργός εδήλωσεν ότι θα εξετάση το ζήτημα μετά της δεούσης προσοχής. Αι σχετικαί αποφάσεις αναμένεται να ληφθούν εντός των προσεχών ημερών, οπότε θα γνωσθούν και αι λεπτομέρειαι. [749,1025,949,1126]
divider [960,916,1151,917]
proskliseis-text: Καλούνται οι κ.κ. μέτοχοι εις έκτακτον γενικήν συνέλευσιν την 24ην Φεβρουαρίου. [6,1014,188,1051]
oikodomoi-headline: ΤΡΕΙΣ ΟΙΚΟΔΟΜΟΙ ΕΜΕΘΥΣΑΝ ΝΕΑΡΟΝ ΚΑΙ ΑΠΕΠΕΙΡΑΘΗΣΑΝ ΝΑ ΤΟΝ ΚΑΚΟΠΟΙΗΣΟΥΝ [203,797,395,867]
esperanto-headline: ΟΜΙΛΟΣ ΕΠΙΔΕΙΞΕΙΣ ΕΣΠΕΡΑΝΤΙΣΤΩΝ [222,1907,375,1942]
aleia-headline: Η ΕΛΛΗΝΙΚΗ ΑΛΙΕΙΑ ΚΑΙ Η ΣΥΝΔΕΣΙΣ ΜΕ ΤΗΝ ΚΟΙΝΗΝ ΑΓΟΡΑΝ [963,921,1148,974]
pravda-headline: Η «ΠΡΑΒΔΑ» ΚΑΤΗΓΟΡΕΙ ΤΑΣ ΔΥΤΙΚΑΣ ΧΩΡΑΣ ΟΤΙ ΕΘΕΥΡΟΝ ΤΟ ΣΙΝΟΣΟΒΙΕΤΙΚΟΝ ΡΗΓΜΑ ΔΙΑ ΝΑ ΒΛΑΨΟΥΝ ΤΟΝ ΚΟΜΜΟΥΝΙΣΜΟΝ [409,1374,739,1445]
filoi-headline: Οί «Φίλοι θεάτρου καί μουσικής» [16,503,178,538]
section-proskliseis: ΠΡΟΣΚΛΗΣΕΙΣ [6,889,204,921]
divider [202,535,396,538]
pravda-text: ΜΟΣΧΑ, 21. (Ρώυτερ). — Η «Πράβδα» διά πρώτην φοράν κατηγορεί τας δυτικάς χώρας. [408,1448,569,1486]
filler-text: Κατά τας πληροφορίας τας οποίας έχομεν, ο αρμόδιος υπουργός εδήλωσεν ότι θα εξετάση το ζήτημα μετά της δεούσης προσοχής. Αι σχετικαί αποφάσεις αναμένεται να ληφθούν εντός των προσεχών ημερών, οπότε θα γνωσθούν και αι λεπτομέρειαι. [960,612,1151,713]
france-soir-sub1: ΕΙΣ ΜΙΚΡΟΝ ΣΑΛΕ ΤΗΣ ΟΡΟΣΕΙΡΑΣ ΤΟΥ ΙΟΥΡΑ [424,803,932,829]
divider [6,1619,188,1620]
tmimata-text: ΑΘΗΝΑΙ, 21. — Ιδρύονται τμήματα σχεδιαστών. [202,1868,396,1894]
apostolakos-sub1: ΕΝΘΟΥΣΙΩΔΕΣ ΤΗΛΕΓΡΑΦΗΜΑ ΕΚ ΘΕΣΣΑΛΟΝΙΚΗΣ [408,1863,949,1885]
divider [202,1619,396,1620]
rate-row: Ίταλική 236,00—235,00 [980,1263,1137,1275]
apostolakos-text: ΑΘΗΝΑΙ, 21. — Ο βουλευτής κ. Αποστολάκος προέβη εις δηλώσεις διά την διαγραφήν του εκ της κοινοβουλευτικής ομάδος της ΕΡΕ. [408,1914,582,1977]
divider [960,1294,1151,1295]
exhibition-photo-image [203,42,948,366]
exhibition-block [202,0,949,545]
divider [960,1583,1151,1584]
column-rule [955,0,956,2330]
kideiai-text: ΕΜΜΑΝΟΥΗΛ ΟΙΚΟΝΟΜΟΥ. Η κηδεία του αειμνήστου εγένετο χθες. ΑΓΓΕΛΙΚΗ Ν. ΚΟΥΤΣΟΥΡΑΚΟΥ. ΕΥΑΓΓΕΛΙΑ ΖΑΜΑΝΑΚΗ. ΑΙΚΑΤΕΡΙΝΗ ΝΙΚ. ΚΑΓΚΑΛΗ. [6,1755,188,1830]
forologikai-kicker: ΕΙΣ ΤΗΝ ΣΥΣΤΗΜΕΝΗΝ ΖΗΤΟΥΝ [972,439,1139,452]
filler-text: Κατά τας πληροφορίας τας οποίας έχομεν, ο αρμόδιος υπουργός εδήλωσεν ότι θα εξετάση το ζήτημα μετά της δεούσης προσοχής. Αι σχετικαί αποφάσεις αναμένεται να ληφθούν εντός των προσεχών ημερών, οπότε θα γνωσθούν και αι λεπτομέρειαι. [202,457,445,532]
divider [960,1439,1151,1440]
filler-text: Κατά τας πληροφορίας τας οποίας έχομεν, ο αρμόδιος υπουργός εδήλωσεν ότι θα εξετάση το ζήτημα μετά της δεούσης προσοχής. Αι σχετικαί αποφάσεις αναμένεται να ληφθούν εντός των προσεχών ημερών, οπότε θα γνωσθούν και αι λεπτομέρειαι. [960,1607,1151,1708]
katadikasthi-text: ΑΘΗΝΑΙ, 21. — Εκρίθη υπό του αρμοδίου τριμελούς πλημμελειοδικείου ο υπεύθυνος κινηματογράφου. [202,630,396,681]
gamos-sub1: Διά νά τήν παραλάβη άπό τήν μητέρα της [1196,1481,1529,1498]
rate-row: Βελγική 238,50—238,00 [980,1250,1137,1263]
athina-headline: ΑΘΗΝΑ-Ι.ΚΑΙ ΕΙΔΗΣΕΙΣ [985,1589,1126,1605]
gamos-sub2: προσέφερεν είς αύτήν 50.000 δραχμών [1207,1500,1517,1516]
filler-text: Κατά τας πληροφορίας τας οποίας έχομεν, ο αρμόδιος υπουργός εδήλωσεν ότι θα εξετάση το ζήτημα μετά της δεούσης προσοχής. Αι σχετικαί αποφάσεις αναμένεται να ληφθούν εντός των προσεχών ημερών, οπότε θα γνωσθούν και αι λεπτομέρειαι. [960,1332,1151,1433]
nehru-kicker: Η ΜΕΤΑΣΧΕΣΙΣ ΤΟΥ ΝΕΧΡΟΥ [584,1294,734,1307]
adedy-text: Συνεχίσθη χθες εις Θεσσαλονίκην, όπως και εις όλην την χώραν, η απεργία των εφοριακών υπαλλήλων. [1162,137,1357,174]
apostolakos-kicker3: ΤΙ ΘΕΛΟΥΝ ΟΙ ΥΠΑΛΛΗΛΟΙ [425,2096,564,2108]
filler-text: Κατά τας πληροφορίας τας οποίας έχομεν, ο αρμόδιος υπουργός εδήλωσεν ότι θα εξετάση το ζήτημα μετά της δεούσης προσοχής. Αι σχετικαί αποφάσεις αναμένεται να ληφθούν εντός των προσεχών ημερών, οπότε θα γνωσθούν και αι λεπτομέρειαι. [591,2160,765,2274]
filler-text: Κατά τας πληροφορίας τας οποίας έχομεν, ο αρμόδιος υπουργός εδήλωσεν ότι θα εξετάση το ζήτημα μετά της δεούσης προσοχής. Αι σχετικαί αποφάσεις αναμένεται να ληφθούν εντός των προσεχών ημερών, οπότε θα γνωσθούν και αι λεπτομέρειαι. [6,183,188,284]
eygnomon-kicker: ΕΥΓΝΩΜΩΝ [1433,575,1496,588]
currency-rates [980,1212,1151,1289]
gamos-headline: ΕΙΣ ΕΓΓΑΜΟΣ ΔΙΕΦΘΕΙΡΕ ΜΙΑΝ ΔΕΚΑΕΞΑΕΤΙΔΑ ΤΗΝ ΕΓΚΑΤΕΣΤΗΣΕΝ ΕΙΣ ΤΗΝ ΟΙΚΙΑΝ ΤΟΥ ΚΑΙ ΤΗΝ ΠΑΡΟΥΣΙΑΖΕΝ ΩΣ ΜΝΗΣΤΗΝ ΤΟΥ [1168,1425,1556,1478]
monimopoiisis-headline: Η ΜΟΝΙΜΟΠΟΙΗΣΙΣ ΤΩΝ ΕΚΤΑΚΤΩΝ ΥΠΑΛΛΗΛΩΝ ΥΠΟΥΡΓΕΙΟΥ ΑΜΥΝΗΣ [204,1533,394,1585]
divider [202,1317,396,1318]
france-soir-kicker: ΩΣ ΑΠΟΚΑΛΥΠΤΕΙ Η ΕΦΗΜΕΡΙΣ «ΦΡΑΝΣ-ΣΟΥΑΡ» [514,551,843,567]
divider [408,1368,740,1369]
filler-text: Κατά τας πληροφορίας τας οποίας έχομεν, ο αρμόδιος υπουργός εδήλωσεν ότι θα εξετάση το ζήτημα μετά της δεούσης προσοχής. Αι σχετικαί αποφάσεις αναμένεται να ληφθούν εντός των προσεχών ημερών, οπότε θα γνωσθούν και αι λεπτομέρειαι. [774,1928,949,2041]
adedy-text-columns [1162,134,1562,344]
peru-sub: 22 ΟΙ ΝΕΚΡΟΙ [1019,271,1092,283]
filler-text: Κατά τας πληροφορίας τας οποίας έχομεν, ο αρμόδιος υπουργός εδήλωσεν ότι θα εξετάση το ζήτημα μετά της δεούσης προσοχής. Αι σχετικαί αποφάσεις αναμένεται να ληφθούν εντός των προσεχών ημερών, οπότε θα γνωσθούν και αι λεπτομέρειαι. [749,1511,949,1611]
therapeia-kicker: ΜΕΤΑ ΤΗΝ ΘΕΡΑΠΕΙΑΝ [1199,603,1321,616]
france-soir-text-columns [408,886,949,1005]
filler-text: Κατά τας πληροφορίας τας οποίας έχομεν, ο αρμόδιος υπουργός εδήλωσεν ότι θα εξετάση το ζήτημα μετά της δεούσης προσοχής. Αι σχετικαί αποφάσεις αναμένεται να ληφθούν εντός των προσεχών ημερών, οπότε θα γνωσθούν και αι λεπτομέρειαι. [408,1231,569,1357]
exhibition-photo [202,41,949,367]
filler-text: Κατά τας πληροφορίας τας οποίας έχομεν, ο αρμόδιος υπουργός εδήλωσεν ότι θα εξετάση το ζήτημα μετά της δεούσης προσοχής. Αι σχετικαί αποφάσεις αναμένεται να ληφθούν εντός των προσεχών ημερών, οπότε θα γνωσθούν και αι λεπτομέρειαι. [1162,618,1357,718]
divider [202,1807,396,1808]
filler-text: Κατά τας πληροφορίας τας οποίας έχομεν, ο αρμόδιος υπουργός εδήλωσεν ότι θα εξετάση το ζήτημα μετά της δεούσης προσοχής. Αι σχετικαί αποφάσεις αναμένεται να ληφθούν εντός των προσεχών ημερών, οπότε θα γνωσθούν και αι λεπτομέρειαι. [6,390,188,491]
filler-text: Κατά τας πληροφορίας τας οποίας έχομεν, ο αρμόδιος υπουργός εδήλωσεν ότι θα εξετάση το ζήτημα μετά της δεούσης προσοχής. Αι σχετικαί αποφάσεις αναμένεται να ληφθούν εντός των προσεχών ημερών, οπότε θα γνωσθούν και αι λεπτομέρειαι. [578,1448,740,1573]
forologikai-headline: ΑΙ ΦΟΡΟΛΟΓΙΚΑΙ ΔΗΛΩΣΕΙΣ [990,453,1121,487]
mnimosyna-headline: ΜΝΗΜΟΣΥΝΑ [45,1625,149,1643]
filler-text: Κατά τας πληροφορίας τας οποίας έχομεν, ο αρμόδιος υπουργός εδήλωσεν ότι θα εξετάση το ζήτημα μετά της δεούσης προσοχής. Αι σχετικαί αποφάσεις αναμένεται να ληφθούν εντός των προσεχών ημερών, οπότε θα γνωσθούν και αι λεπτομέρειαι. [408,1488,569,1614]
photo-caption: Ό άρχαιολόγος κ. Ιωαννιανόπουλος, όμιλεί κατά τά έγκαίνια της έκθέσεως. [345,371,806,385]
divider [960,522,1151,523]
rate-row: Έλβετική 238,50—238,00 [980,1236,1137,1249]
filler-text: Κατά τας πληροφορίας τας οποίας έχομεν, ο αρμόδιος υπουργός εδήλωσεν ότι θα εξετάση το ζήτημα μετά της δεούσης προσοχής. Αι σχετικαί αποφάσεις αναμένεται να ληφθούν εντός των προσεχών ημερών, οπότε θα γνωσθούν και αι λεπτομέρειαι. [408,2110,582,2224]
column-rule [1156,0,1157,2330]
forologikai-text: ΑΘΗΝΑΙ, 21. — Εις το υπουργείον Οικονομικών. [960,490,1151,516]
filler-text: Κατά τας πληροφορίας τας οποίας έχομεν, ο αρμόδιος υπουργός εδήλωσεν ότι θα εξετάση το ζήτημα μετά της δεούσης προσοχής. Αι σχετικαί αποφάσεις αναμένεται να ληφθούν εντός των προσεχών ημερών, οπότε θα γνωσθούν και αι λεπτομέρειαι. [202,1419,396,1520]
manentis-text: Ανεχώρησεν χθες εις Αθήνας ο υπουργός. [202,1682,396,1707]
monimopoiisis-text: ΑΘΗΝΑΙ, 21. — Ο βουλευτής κ. Αθηναίος εδήλωσεν. [202,1588,396,1613]
divider [1162,727,1562,730]
gamos-text-columns [1162,1539,1562,1749]
